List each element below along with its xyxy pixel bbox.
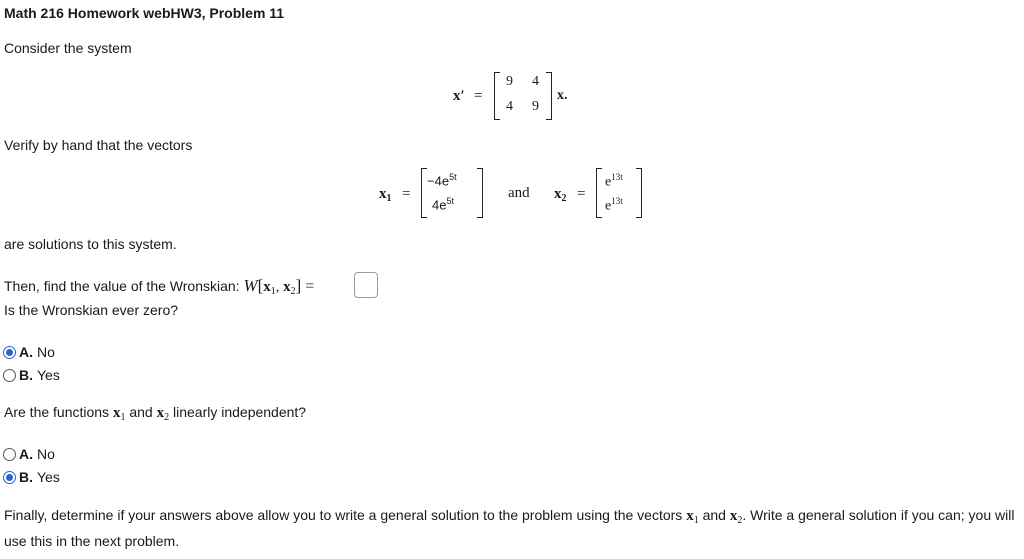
matrix-cell: 4 xyxy=(532,74,539,89)
final-instructions: Finally, determine if your answers above allow you to write a general solution to the problem using the vectors $x_1$ and $x_2$. Write a general solution if you can; you will use this in the next problem. xyxy=(4,507,1015,549)
x1-equals: = xyxy=(402,186,411,202)
q2-question: Are the functions $x_1$ and $x_2$ linearly independent? xyxy=(4,404,307,423)
x1-entry: $-4e^{5t}$ xyxy=(427,172,457,189)
system-matrix xyxy=(494,72,552,120)
wronskian-line: Then, find the value of the Wronskian: $W[x_1$, $x_2$] = xyxy=(4,276,315,297)
verify-text: Verify by hand that the vectors xyxy=(4,137,193,153)
q2-option-a[interactable]: A. No xyxy=(3,446,55,462)
q1-option-b[interactable]: B. Yes xyxy=(3,367,60,383)
radio-selected-icon[interactable] xyxy=(3,346,16,359)
wronskian-prompt: Then, find the value of the Wronskian: xyxy=(4,278,240,294)
q2-option-b[interactable]: B. Yes xyxy=(3,469,60,485)
solutions-text: are solutions to this system. xyxy=(4,236,177,252)
x1-entry: $4e^{5t}$ xyxy=(432,196,454,213)
x1-label: $x_1$ xyxy=(379,186,392,204)
wronskian-symbol: W xyxy=(243,276,258,295)
intro-text: Consider the system xyxy=(4,40,132,56)
matrix-cell: 4 xyxy=(506,99,513,114)
page-title: Math 216 Homework webHW3, Problem 11 xyxy=(4,5,285,21)
matrix-cell: 9 xyxy=(506,74,513,89)
x2-entry: $e^{13t}$ xyxy=(605,196,623,214)
radio-selected-icon[interactable] xyxy=(3,471,16,484)
x2-vector xyxy=(596,168,642,218)
and-text: and xyxy=(508,185,530,201)
x2-entry: $e^{13t}$ xyxy=(605,172,623,190)
x2-label: $x_2$ xyxy=(554,186,567,204)
x1-vector xyxy=(421,168,483,218)
q1-option-a[interactable]: A. No xyxy=(3,344,55,360)
matrix-cell: 9 xyxy=(532,99,539,114)
q1-question: Is the Wronskian ever zero? xyxy=(4,302,179,318)
wronskian-answer-input[interactable] xyxy=(354,272,378,298)
radio-unselected-icon[interactable] xyxy=(3,448,16,461)
radio-unselected-icon[interactable] xyxy=(3,369,16,382)
system-rhs: x. xyxy=(557,88,568,103)
system-lhs: x′ xyxy=(453,88,465,104)
system-equals: = xyxy=(474,88,483,104)
x2-equals: = xyxy=(577,186,586,202)
